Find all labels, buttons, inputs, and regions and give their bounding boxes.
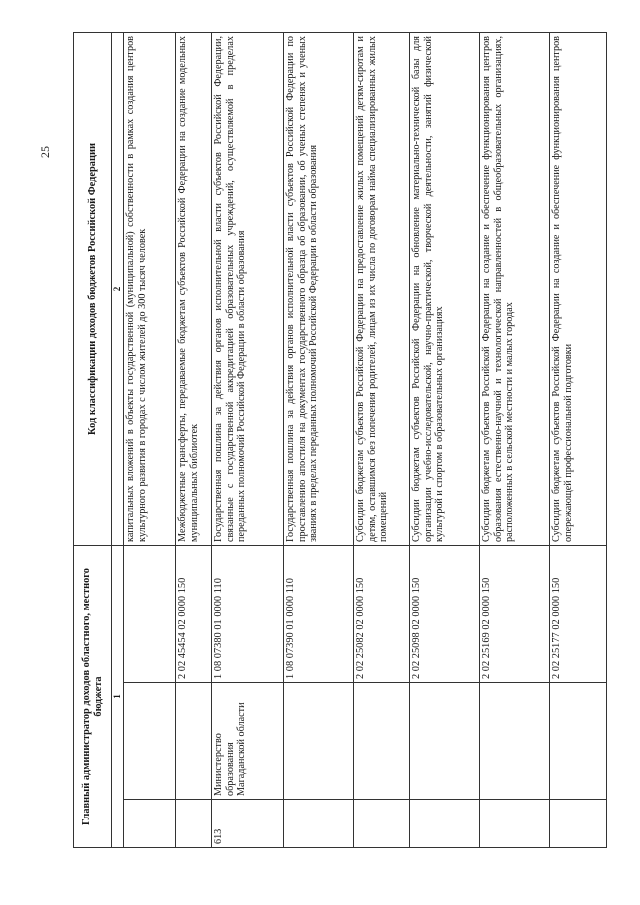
description-cell: Государственная пошлина за действия органов исполнительной власти субъектов Российской Федерации по проставлению апостиля на документах государственного образца об образовании, об ученых степенях и ученых званиях в пределах переданных полномочий Российской Федерации в области образования bbox=[284, 33, 354, 546]
table-row bbox=[480, 33, 550, 848]
classification-code-cell: 1 08 07380 01 0000 110 bbox=[212, 545, 284, 682]
admin-code-cell bbox=[124, 800, 176, 848]
revenue-classification-table bbox=[73, 32, 607, 848]
classification-code-cell bbox=[124, 545, 176, 682]
page-number: 25 bbox=[38, 146, 52, 158]
admin-name-cell bbox=[284, 683, 354, 800]
description-cell: Субсидии бюджетам субъектов Российской Федерации на обновление материально-технической базы для организации учебно-исследовательской, научно-практической, творческой деятельности, занятий физической культурой и спортом в образовательных организациях bbox=[410, 33, 480, 546]
column-number-1: 1 bbox=[112, 545, 124, 847]
admin-name-cell bbox=[354, 683, 410, 800]
table-row bbox=[176, 33, 212, 848]
admin-code-cell bbox=[410, 800, 480, 848]
table-row bbox=[354, 33, 410, 848]
admin-code-cell bbox=[480, 800, 550, 848]
admin-code-cell bbox=[176, 800, 212, 848]
classification-code-cell: 2 02 25098 02 0000 150 bbox=[410, 545, 480, 682]
admin-name-cell bbox=[124, 683, 176, 800]
admin-code-cell: 613 bbox=[212, 800, 284, 848]
admin-name-cell bbox=[480, 683, 550, 800]
table-row bbox=[550, 33, 607, 848]
admin-name-cell: Министерство образования Магаданской области bbox=[212, 683, 284, 800]
description-cell: Субсидии бюджетам субъектов Российской Федерации на создание и обеспечение функционирования центров образования естественно-научной и технологической направленностей в общеобразовательных организациях, расположенных в сельской местности и малых городах bbox=[480, 33, 550, 546]
description-cell: Государственная пошлина за действия органов исполнительной власти субъектов Российской Федерации, связанные с государственной аккредитацией образовательных учреждений, осуществляемой в пределах переданных полномочий Российской Федерации в области образования bbox=[212, 33, 284, 546]
description-cell: Субсидии бюджетам субъектов Российской Федерации на создание и обеспечение функционирования центров опережающей профессиональной подготовки bbox=[550, 33, 607, 546]
table-row bbox=[284, 33, 354, 848]
admin-name-cell bbox=[550, 683, 607, 800]
admin-code-cell bbox=[550, 800, 607, 848]
table-row bbox=[212, 33, 284, 848]
admin-code-cell bbox=[354, 800, 410, 848]
description-cell: Субсидии бюджетам субъектов Российской Федерации на предоставление жилых помещений детям-сиротам и детям, оставшимся без попечения родителей, лицам из их числа по договорам найма специализированных жилых помещений bbox=[354, 33, 410, 546]
rotated-table-wrapper bbox=[73, 32, 607, 848]
classification-code-cell: 2 02 25082 02 0000 150 bbox=[354, 545, 410, 682]
description-cell: Межбюджетные трансферты, передаваемые бюджетам субъектов Российской Федерации на создание модельных муниципальных библиотек bbox=[176, 33, 212, 546]
admin-code-cell bbox=[284, 800, 354, 848]
admin-name-cell bbox=[410, 683, 480, 800]
column-number-2: 2 bbox=[112, 33, 124, 546]
admin-name-cell bbox=[176, 683, 212, 800]
classification-code-cell: 2 02 25169 02 0000 150 bbox=[480, 545, 550, 682]
classification-code-cell: 2 02 45454 02 0000 150 bbox=[176, 545, 212, 682]
header-admin: Главный администратор доходов областного, местного бюджета bbox=[74, 545, 112, 847]
classification-code-cell: 1 08 07390 01 0000 110 bbox=[284, 545, 354, 682]
classification-code-cell: 2 02 25177 02 0000 150 bbox=[550, 545, 607, 682]
description-cell: капитальных вложений в объекты государственной (муниципальной) собственности в рамках создания центров культурного развития в городах с числом жителей до 300 тысяч человек bbox=[124, 33, 176, 546]
table-row bbox=[410, 33, 480, 848]
header-code: Код классификации доходов бюджетов Российской Федерации bbox=[74, 33, 112, 546]
table-row bbox=[124, 33, 176, 848]
